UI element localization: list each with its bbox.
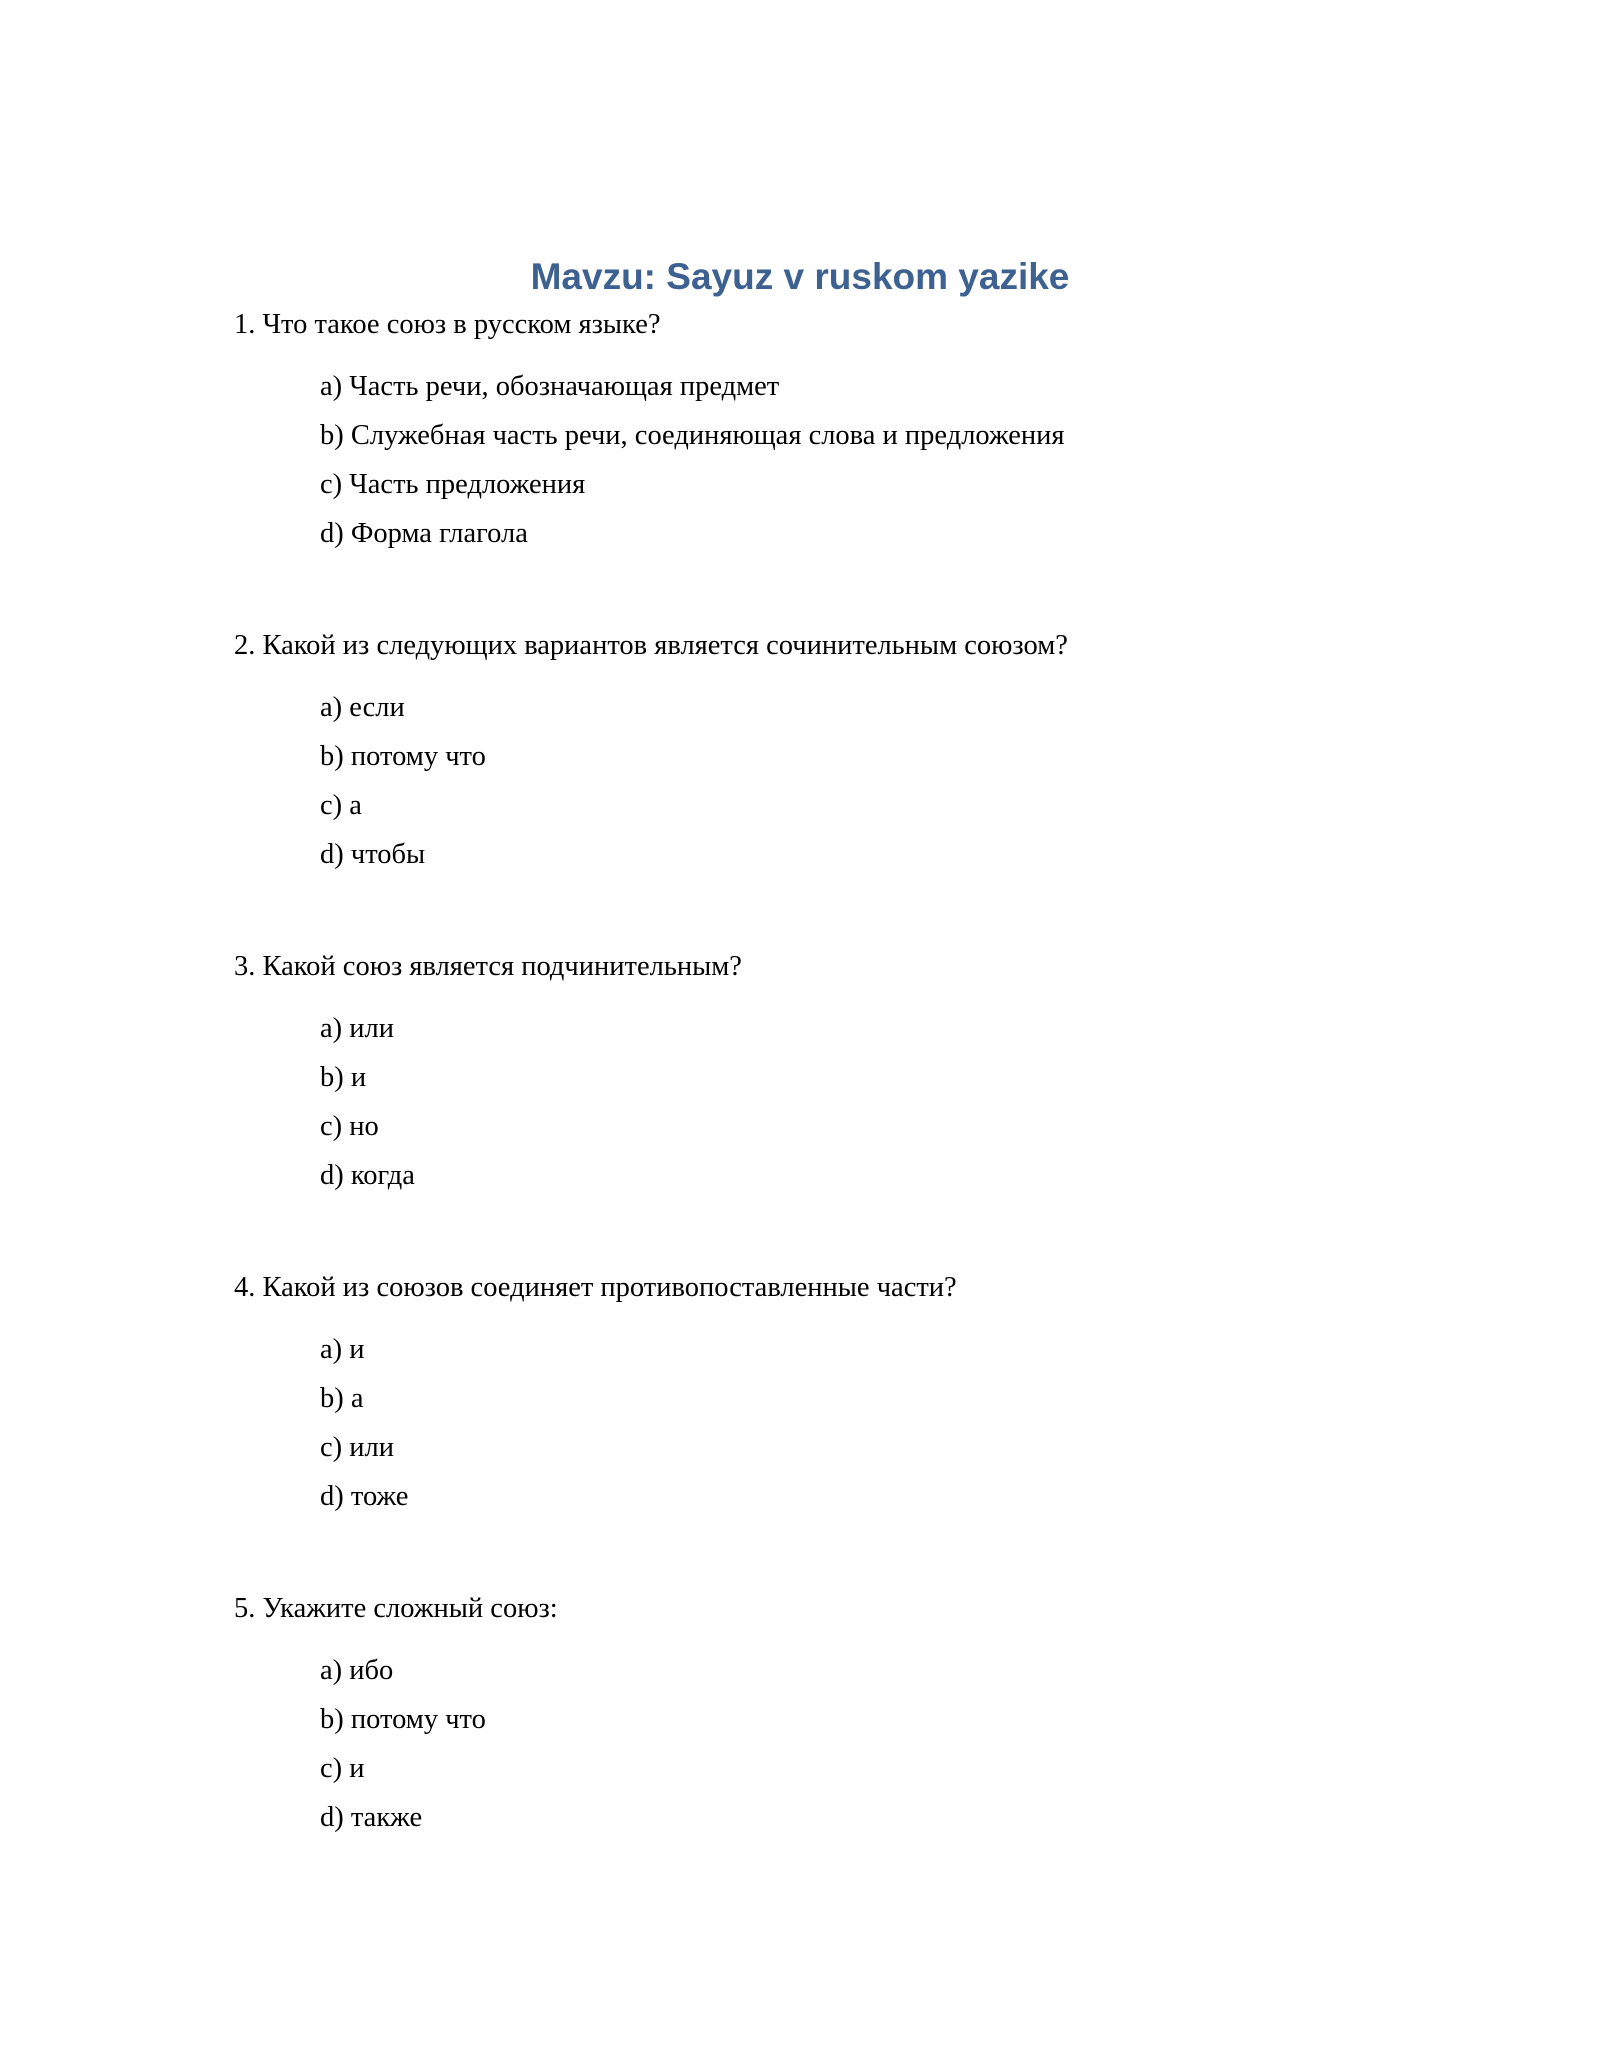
options-list (234, 683, 1434, 879)
question-1 (234, 305, 1434, 558)
question-text: 4. Какой из союзов соединяет противопоставленные части? (234, 1272, 957, 1303)
option-b: b) и (320, 1062, 367, 1093)
option-c: c) и (320, 1753, 365, 1784)
option-c: c) но (320, 1111, 379, 1142)
option-d: d) тоже (320, 1481, 409, 1512)
option-b: b) потому что (320, 1704, 486, 1735)
options-list (234, 1004, 1434, 1200)
question-text: 3. Какой союз является подчинительным? (234, 951, 742, 982)
question-2 (234, 626, 1434, 879)
options-list (234, 1325, 1434, 1521)
question-5 (234, 1589, 1434, 1842)
option-a: a) или (320, 1013, 394, 1044)
option-d: d) когда (320, 1160, 415, 1191)
question-4 (234, 1268, 1434, 1521)
options-list (234, 1646, 1434, 1842)
option-a: a) если (320, 692, 405, 723)
option-d: d) также (320, 1802, 423, 1833)
question-text: 2. Какой из следующих вариантов является сочинительным союзом? (234, 630, 1068, 661)
option-c: c) а (320, 790, 362, 821)
option-b: b) а (320, 1383, 364, 1414)
question-3 (234, 947, 1434, 1200)
option-d: d) Форма глагола (320, 518, 528, 549)
options-list (234, 362, 1434, 558)
option-c: c) или (320, 1432, 394, 1463)
question-text: 5. Укажите сложный союз: (234, 1593, 558, 1624)
option-a: a) Часть речи, обозначающая предмет (320, 371, 780, 402)
option-b: b) потому что (320, 741, 486, 772)
option-d: d) чтобы (320, 839, 426, 870)
option-a: a) ибо (320, 1655, 394, 1686)
option-b: b) Служебная часть речи, соединяющая слова и предложения (320, 420, 1065, 451)
option-c: c) Часть предложения (320, 469, 586, 500)
option-a: a) и (320, 1334, 365, 1365)
document-title: Mavzu: Sayuz v ruskom yazike (530, 256, 1070, 297)
question-text: 1. Что такое союз в русском языке? (234, 309, 661, 340)
